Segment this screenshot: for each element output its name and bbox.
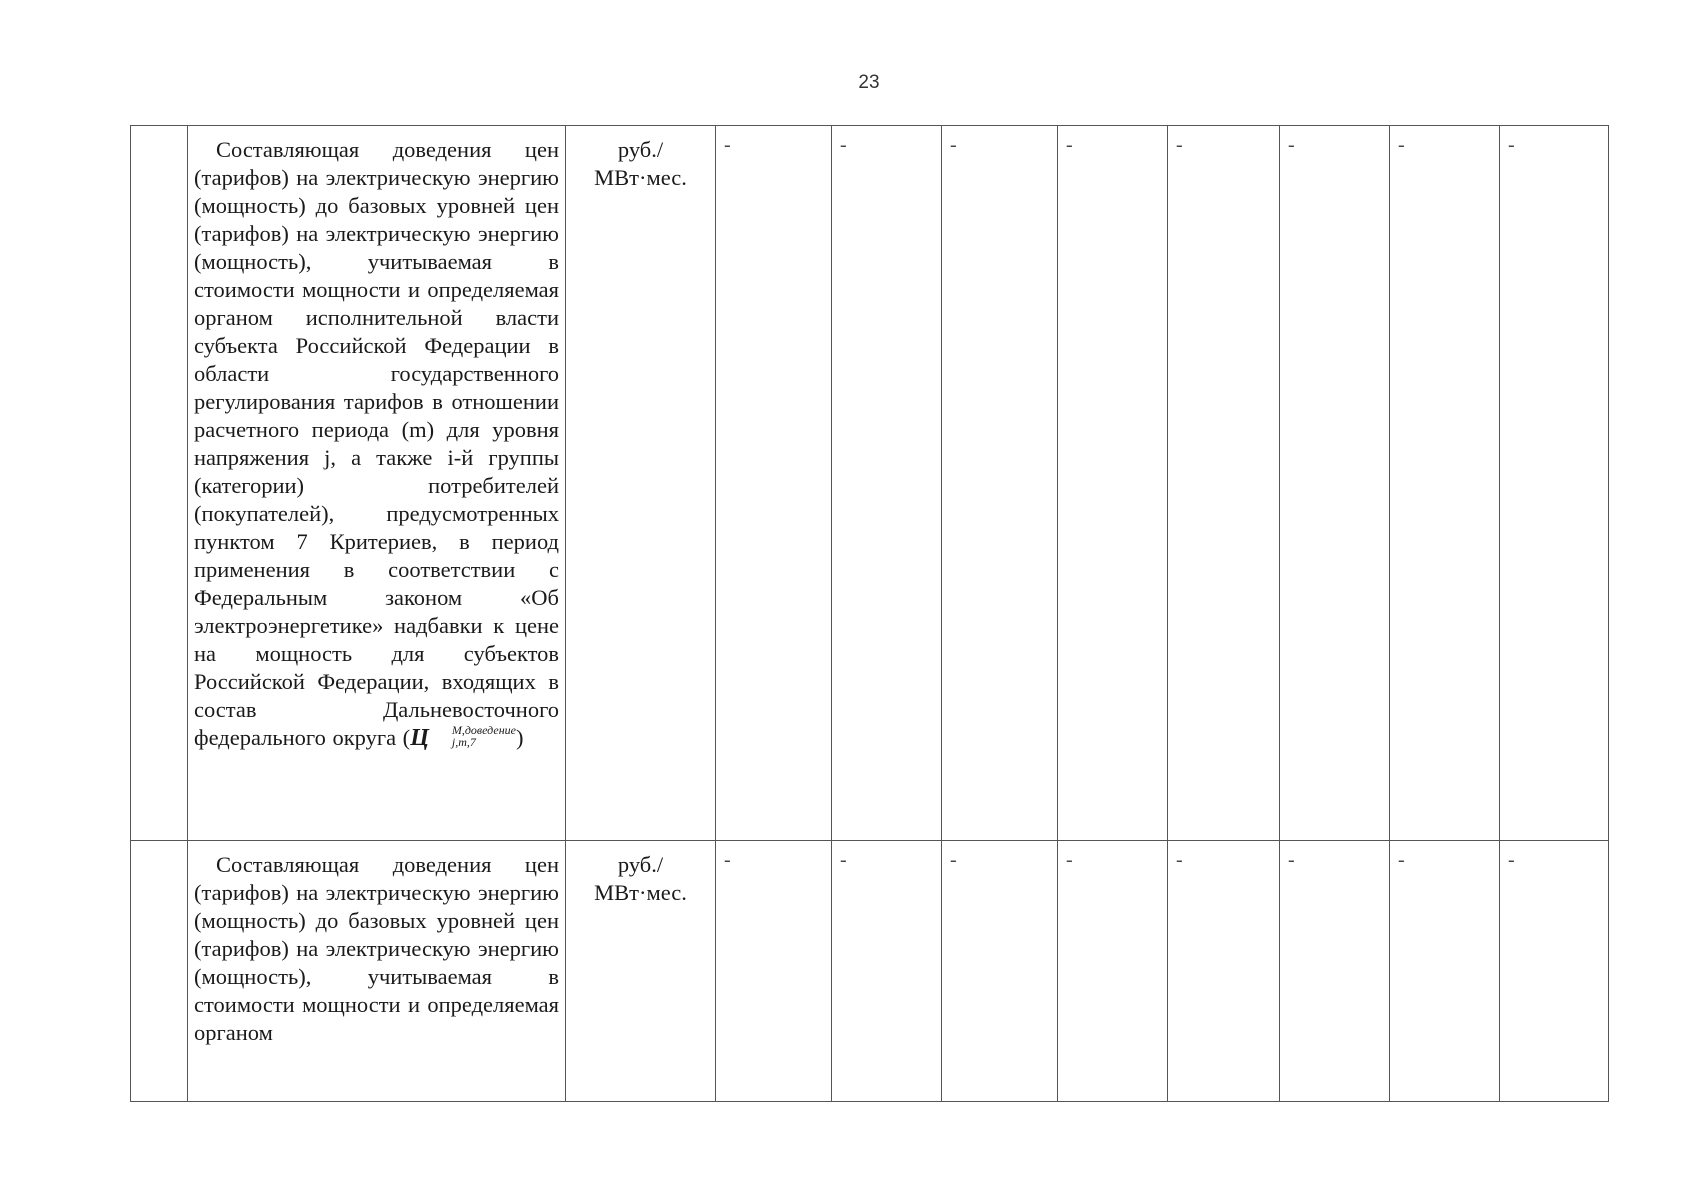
value-cell: -	[1058, 126, 1168, 841]
unit-cell: руб./ МВт·мес.	[566, 841, 716, 1102]
description-text: Составляющая доведения цен (тарифов) на электрическую энергию (мощность) до базовых уровней цен (тарифов) на электрическую энергию (мощность), учитываемая в стоимости мощности и определяемая органом исполнительной власти субъекта Российской Федерации в области государственного регулирования тарифов в отношении расчетного периода (m) для уровня напряжения j, а также i-й группы (категории) потребителей (покупателей), предусмотренных пунктом 7 Критериев, в период применения в соответствии с Федеральным законом «Об электроэнергетике» надбавки к цене на мощность для субъектов Российской Федерации, входящих в состав Дальневосточного федерального округа (Ц M,доведение j,m,7 )	[194, 137, 559, 751]
value-cell: -	[1058, 841, 1168, 1102]
value-cell: -	[942, 841, 1058, 1102]
unit-cell: руб./ МВт·мес.	[566, 126, 716, 841]
value-cell: -	[1390, 126, 1500, 841]
row-number-cell	[131, 841, 188, 1102]
value-cell: -	[1168, 841, 1280, 1102]
page-number: 23	[858, 72, 880, 93]
value-cell: -	[1168, 126, 1280, 841]
description-text: Составляющая доведения цен (тарифов) на электрическую энергию (мощность) до базовых уровней цен (тарифов) на электрическую энергию (мощность), учитываемая в стоимости мощности и определяемая органом	[194, 852, 559, 1045]
value-cell: -	[1390, 841, 1500, 1102]
value-cell: -	[1280, 126, 1390, 841]
formula-symbol: Ц M,доведение j,m,7	[410, 722, 516, 751]
description-cell	[188, 841, 566, 1102]
table-row	[131, 841, 1609, 1102]
table-row	[131, 126, 1609, 841]
value-cell: -	[832, 126, 942, 841]
value-cell: -	[716, 126, 832, 841]
row-number-cell	[131, 126, 188, 841]
value-cell: -	[1500, 126, 1609, 841]
value-cell: -	[1280, 841, 1390, 1102]
value-cell: -	[716, 841, 832, 1102]
tariff-table	[130, 125, 1609, 1102]
value-cell: -	[832, 841, 942, 1102]
value-cell: -	[942, 126, 1058, 841]
value-cell: -	[1500, 841, 1609, 1102]
description-cell	[188, 126, 566, 841]
